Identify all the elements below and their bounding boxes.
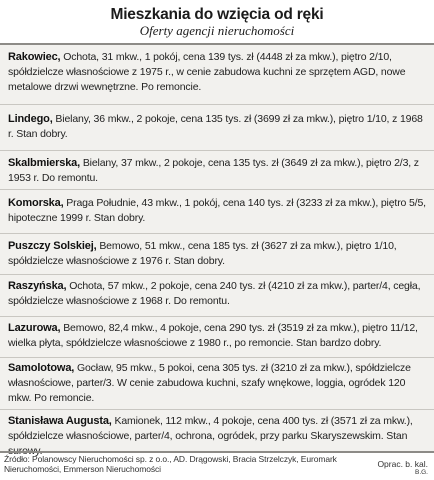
listing-street: Raszyńska, bbox=[8, 280, 67, 292]
listing-divider bbox=[0, 104, 434, 105]
listing-street: Lazurowa, bbox=[8, 322, 61, 334]
listing-details: Bielany, 37 mkw., 2 pokoje, cena 135 tys. zł (3649 zł za mkw.), piętro 2/3, z 1953 r. Do remontu. bbox=[8, 157, 419, 184]
listing-divider bbox=[0, 233, 434, 234]
listing-details: Kamionek, 112 mkw., 4 pokoje, cena 400 tys. zł (3571 zł za mkw.), spółdzielcze własnościowe, parter/4, ochrona, ogródek, przy parku Skaryszewskim. Stan bbox=[8, 415, 413, 442]
listing-skalbmierska bbox=[8, 156, 426, 186]
top-divider bbox=[0, 43, 434, 45]
page-title: Mieszkania do wzięcia od ręki bbox=[110, 6, 324, 23]
listing-komorska bbox=[8, 196, 426, 226]
listing-divider bbox=[0, 189, 434, 190]
listing-details: Ochota, 57 mkw., 2 pokoje, cena 240 tys. zł (4210 zł za mkw.), parter/4, cegła, spółdzielcze własnościowe z 1968 r. Do remontu. bbox=[8, 280, 421, 307]
listing-samolotowa bbox=[8, 361, 426, 406]
listing-details: Gocław, 95 mkw., 5 pokoi, cena 305 tys. zł (3210 zł za mkw.), spółdzielcze własnościowe, parter/3. W cenie zabudowa kuchni, szafy wnękowe, loggia, ogródek 120 mkw. Po remoncie. bbox=[8, 362, 411, 404]
listing-divider bbox=[0, 150, 434, 151]
credit bbox=[377, 459, 428, 477]
listing-details: Bemowo, 82,4 mkw., 4 pokoje, cena 290 tys. zł (3519 zł za mkw.), piętro 11/12, wielka płyta, spółdzielcze własnościowe z 1980 r., po remoncie. Stan bardzo dobry. bbox=[8, 322, 418, 349]
bottom-divider bbox=[0, 451, 434, 453]
listing-street: Samolotowa, bbox=[8, 362, 75, 374]
page-subtitle: Oferty agencji nieruchomości bbox=[139, 23, 295, 38]
source-note: Źródło: Polanowscy Nieruchomości sp. z o.o., AD. Drągowski, Bracia Strzelczyk, Euromark Nieruchomości, Emmerson Nieruchomości bbox=[4, 454, 337, 474]
credit-author: Oprac. b. kal. bbox=[377, 459, 428, 469]
listing-street: Komorska, bbox=[8, 197, 64, 209]
listing-details: Bemowo, 51 mkw., cena 185 tys. zł (3627 zł za mkw.), piętro 1/10, spółdzielcze własnościowe z 1976 r. Stan dobry. bbox=[8, 240, 397, 267]
listing-street: Puszczy Solskiej, bbox=[8, 240, 97, 252]
header bbox=[0, 0, 434, 42]
listing-divider bbox=[0, 274, 434, 275]
listing-puszczy-solskiej bbox=[8, 239, 426, 269]
listing-divider bbox=[0, 409, 434, 410]
listing-rakowiec bbox=[8, 50, 426, 95]
listing-street: Stanisława Augusta, bbox=[8, 415, 112, 427]
listing-street: Rakowiec, bbox=[8, 51, 61, 63]
listing-divider bbox=[0, 357, 434, 358]
listing-street: Skalbmierska, bbox=[8, 157, 81, 169]
listing-raszynska bbox=[8, 279, 426, 309]
listing-details: Ochota, 31 mkw., 1 pokój, cena 139 tys. zł (4448 zł za mkw.), piętro 2/10, spółdzielcze własnościowe z 1975 r., w cenie zabudowa kuchni ze sprzętem AGD, nowe metalowe drzwi wewnętrzne. Po remoncie. bbox=[8, 51, 406, 93]
listing-lazurowa bbox=[8, 321, 426, 351]
listing-details: Bielany, 36 mkw., 2 pokoje, cena 135 tys. zł (3699 zł za mkw.), piętro 1/10, z 1968 r. Stan dobry. bbox=[8, 113, 423, 140]
listing-divider bbox=[0, 316, 434, 317]
listing-lindego bbox=[8, 112, 426, 142]
listing-street: Lindego, bbox=[8, 113, 53, 125]
credit-initials: B.G. bbox=[414, 469, 428, 476]
listing-details: Praga Południe, 43 mkw., 1 pokój, cena 140 tys. zł (3233 zł za mkw.), piętro 5/5, hipoteczne 1999 r. Stan dobry. bbox=[8, 197, 426, 224]
